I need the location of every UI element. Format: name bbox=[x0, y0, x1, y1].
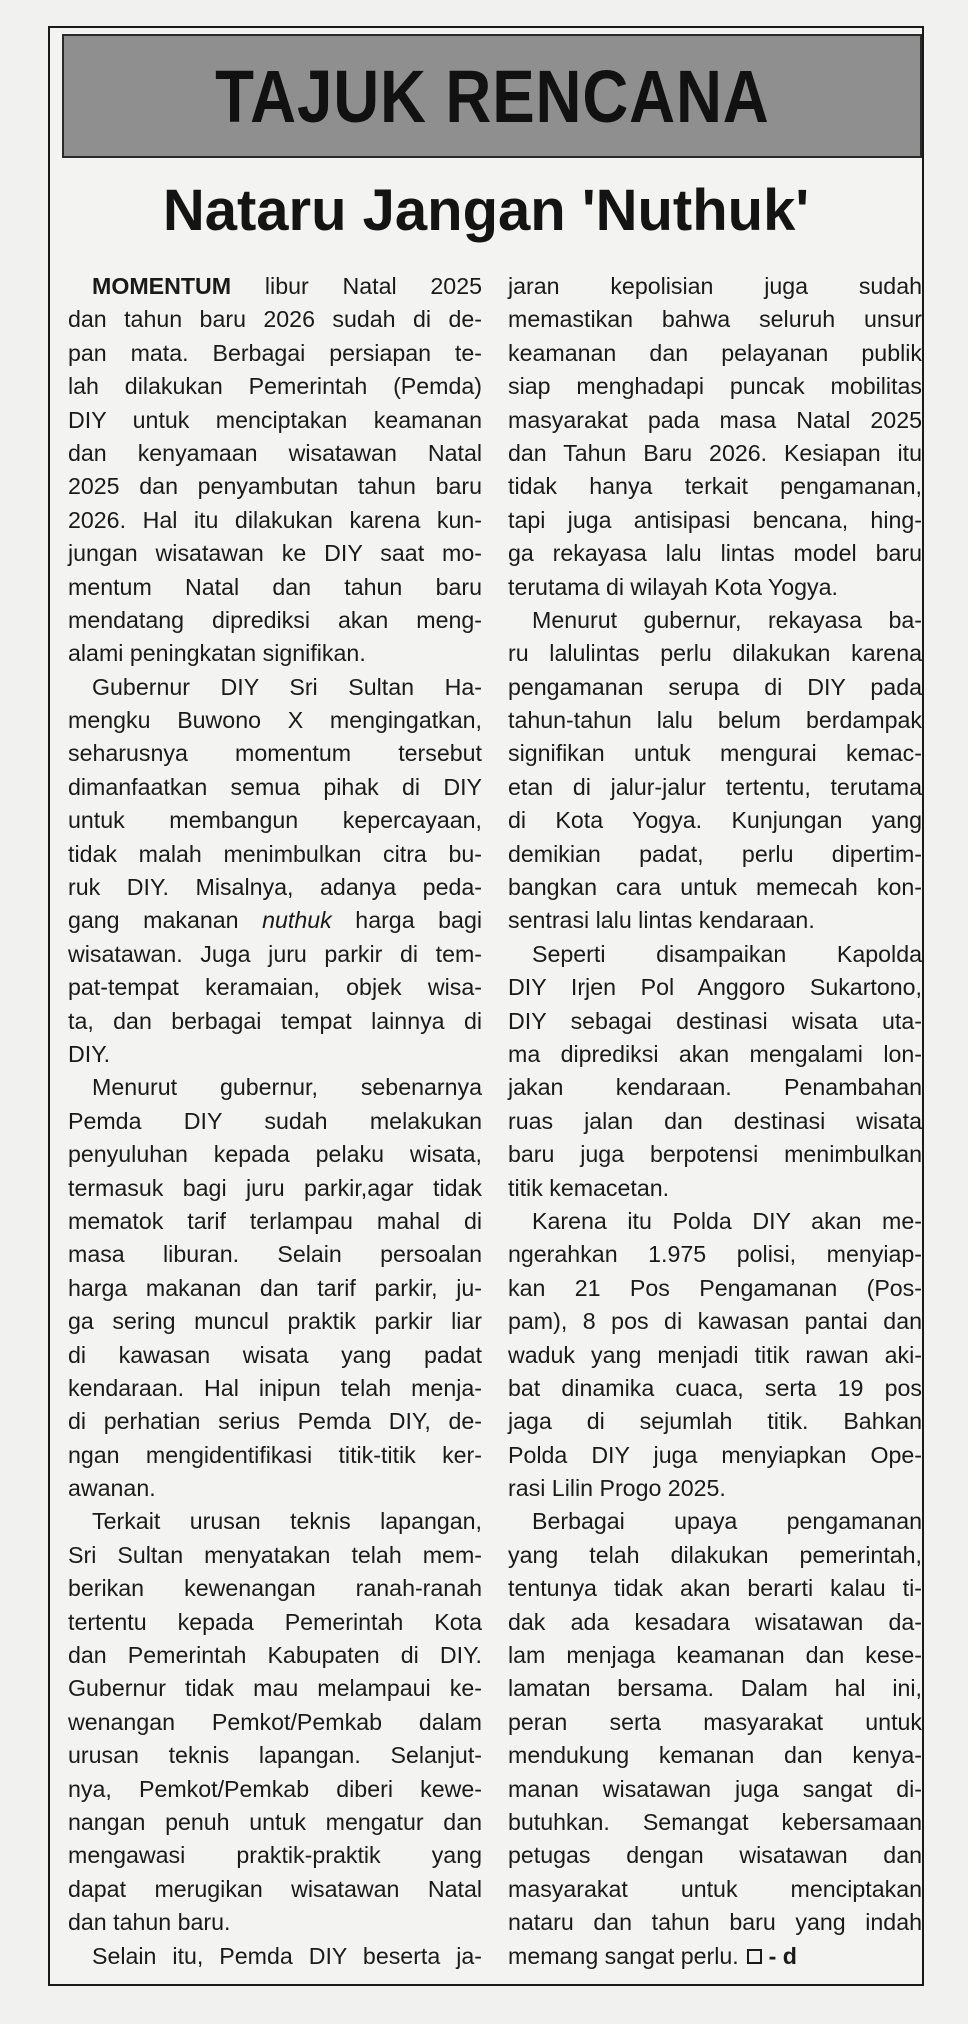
text-line bbox=[68, 1606, 482, 1639]
line-text: libur Natal 2025 bbox=[231, 273, 482, 299]
line-text: mentum Natal dan tahun baru bbox=[68, 573, 482, 600]
line-text: Menurut gubernur, sebenarnya bbox=[92, 1074, 482, 1101]
line-text: keamanan dan pelayanan publik bbox=[508, 339, 922, 366]
text-line bbox=[508, 437, 922, 470]
text-line bbox=[68, 671, 482, 704]
text-line bbox=[508, 1639, 922, 1672]
text-line bbox=[68, 1005, 482, 1038]
text-line bbox=[508, 1472, 922, 1505]
line-text: Terkait urusan teknis lapangan, bbox=[92, 1508, 482, 1535]
line-text: lam menjaga keamanan dan kese- bbox=[508, 1642, 922, 1669]
text-line bbox=[508, 1372, 922, 1405]
line-text: wisatawan. Juga juru parkir di tem- bbox=[68, 940, 482, 967]
text-line bbox=[508, 1739, 922, 1772]
line-text: tahun-tahun lalu belum berdampak bbox=[508, 707, 922, 734]
text-line bbox=[68, 1873, 482, 1906]
text-line bbox=[508, 737, 922, 770]
text-line bbox=[68, 737, 482, 770]
line-text: nangan penuh untuk mengatur dan bbox=[68, 1808, 482, 1835]
text-line bbox=[68, 303, 482, 336]
text-line bbox=[68, 1472, 482, 1505]
text-line bbox=[508, 671, 922, 704]
text-line bbox=[68, 604, 482, 637]
line-text: masyarakat pada masa Natal 2025 bbox=[508, 406, 922, 433]
text-line bbox=[508, 871, 922, 904]
text-line bbox=[508, 303, 922, 336]
line-text: di kawasan wisata yang padat bbox=[68, 1341, 482, 1368]
left-column bbox=[68, 270, 482, 1973]
text-line bbox=[508, 1272, 922, 1305]
rubric-banner bbox=[62, 34, 922, 158]
text-line bbox=[68, 1806, 482, 1839]
line-text: siap menghadapi puncak mobilitas bbox=[508, 373, 922, 400]
text-line bbox=[68, 1105, 482, 1138]
text-line bbox=[508, 1005, 922, 1038]
line-text: ruk DIY. Misalnya, adanya peda- bbox=[68, 874, 482, 901]
line-text: Gubernur DIY Sri Sultan Ha- bbox=[92, 673, 482, 700]
text-line bbox=[508, 1839, 922, 1872]
text-line bbox=[508, 704, 922, 737]
line-text: masa liburan. Selain persoalan bbox=[68, 1241, 482, 1268]
line-text: ga sering muncul praktik parkir liar bbox=[68, 1308, 482, 1335]
line-text: ta, dan berbagai tempat lainnya di bbox=[68, 1007, 482, 1034]
line-text: DIY sebagai destinasi wisata uta- bbox=[508, 1007, 922, 1034]
text-line bbox=[68, 1205, 482, 1238]
rubric-title: TAJUK RENCANA bbox=[214, 54, 770, 138]
line-text: peran serta masyarakat untuk bbox=[508, 1708, 922, 1735]
line-text: mendukung kemanan dan kenya- bbox=[508, 1742, 922, 1769]
line-text: nya, Pemkot/Pemkab diberi kewe- bbox=[68, 1775, 482, 1802]
text-line bbox=[508, 1505, 922, 1538]
line-text: pengamanan serupa di DIY pada bbox=[508, 673, 922, 700]
text-line bbox=[68, 871, 482, 904]
line-text: dak ada kesadara wisatawan da- bbox=[508, 1608, 922, 1635]
text-line bbox=[68, 437, 482, 470]
line-text: di Kota Yogya. Kunjungan yang bbox=[508, 807, 922, 834]
text-line bbox=[68, 1505, 482, 1538]
line-text: dan tahun baru. bbox=[68, 1909, 231, 1936]
line-text: dimanfaatkan semua pihak di DIY bbox=[68, 773, 482, 800]
text-line bbox=[68, 1238, 482, 1271]
line-text: Pemda DIY sudah melakukan bbox=[68, 1107, 482, 1134]
line-text: Gubernur tidak mau melampaui ke- bbox=[68, 1675, 482, 1702]
text-line bbox=[508, 1105, 922, 1138]
line-text: sentrasi lalu lintas kendaraan. bbox=[508, 907, 815, 934]
text-line bbox=[68, 1172, 482, 1205]
line-text: gang makanan bbox=[68, 907, 263, 934]
text-line bbox=[68, 938, 482, 971]
text-line bbox=[68, 1305, 482, 1338]
text-line bbox=[68, 1038, 482, 1071]
line-text: pam), 8 pos di kawasan pantai dan bbox=[508, 1308, 922, 1335]
line-text: pan mata. Berbagai persiapan te- bbox=[68, 339, 482, 366]
line-text: jakan kendaraan. Penambahan bbox=[508, 1074, 922, 1101]
line-text: dan tahun baru 2026 sudah di de- bbox=[68, 306, 482, 333]
text-line bbox=[68, 1906, 482, 1939]
line-text: lamatan bersama. Dalam hal ini, bbox=[508, 1675, 922, 1702]
text-line bbox=[508, 1806, 922, 1839]
text-line bbox=[68, 1773, 482, 1806]
line-text: rasi Lilin Progo 2025. bbox=[508, 1475, 726, 1502]
line-text: harga bagi bbox=[331, 907, 483, 934]
text-line bbox=[68, 1138, 482, 1171]
line-text: signifikan untuk mengurai kemac- bbox=[508, 740, 922, 767]
line-text: pat-tempat keramaian, objek wisa- bbox=[68, 974, 482, 1001]
line-text: ngerahkan 1.975 polisi, menyiap- bbox=[508, 1241, 922, 1268]
line-text: etan di jalur-jalur tertentu, terutama bbox=[508, 773, 922, 800]
line-text: demikian padat, perlu dipertim- bbox=[508, 840, 922, 867]
text-line bbox=[508, 537, 922, 570]
text-line bbox=[508, 904, 922, 937]
text-line bbox=[68, 904, 482, 937]
line-text: yang telah dilakukan pemerintah, bbox=[508, 1541, 922, 1568]
line-text: jungan wisatawan ke DIY saat mo- bbox=[68, 540, 482, 567]
line-text: ruas jalan dan destinasi wisata bbox=[508, 1107, 922, 1134]
text-line bbox=[508, 1172, 922, 1205]
line-text: Polda DIY juga menyiapkan Ope- bbox=[508, 1441, 922, 1468]
text-line bbox=[508, 1238, 922, 1271]
line-text: dan kenyamaan wisatawan Natal bbox=[68, 439, 482, 466]
text-line bbox=[68, 1071, 482, 1104]
text-line bbox=[68, 1272, 482, 1305]
line-text: manan wisatawan juga sangat di- bbox=[508, 1775, 922, 1802]
line-text: ga rekayasa lalu lintas model baru bbox=[508, 540, 922, 567]
line-text: ma diprediksi akan mengalami lon- bbox=[508, 1040, 922, 1067]
text-line bbox=[508, 1305, 922, 1338]
line-text: DIY untuk menciptakan keamanan bbox=[68, 406, 482, 433]
text-line bbox=[508, 1539, 922, 1572]
line-text: bangkan cara untuk memecah kon- bbox=[508, 874, 922, 901]
line-text: harga makanan dan tarif parkir, ju- bbox=[68, 1274, 482, 1301]
line-text: mengku Buwono X mengingatkan, bbox=[68, 707, 482, 734]
line-text: memang sangat perlu. bbox=[508, 1942, 739, 1969]
line-text: petugas dengan wisatawan dan bbox=[508, 1842, 922, 1869]
text-line bbox=[508, 604, 922, 637]
text-line bbox=[508, 1773, 922, 1806]
line-text: untuk membangun kepercayaan, bbox=[68, 807, 482, 834]
text-line bbox=[68, 470, 482, 503]
text-line bbox=[508, 1706, 922, 1739]
text-line bbox=[508, 637, 922, 670]
line-text: tertentu kepada Pemerintah Kota bbox=[68, 1608, 482, 1635]
line-text: titik kemacetan. bbox=[508, 1174, 670, 1201]
text-line bbox=[508, 971, 922, 1004]
line-text: alami peningkatan signifikan. bbox=[68, 640, 366, 667]
text-line bbox=[508, 1138, 922, 1171]
text-line bbox=[68, 771, 482, 804]
line-text: tentunya tidak akan berarti kalau ti- bbox=[508, 1575, 922, 1602]
line-text: jaga di sejumlah titik. Bahkan bbox=[508, 1408, 922, 1435]
text-line bbox=[68, 1739, 482, 1772]
text-line bbox=[508, 938, 922, 971]
line-text: seharusnya momentum tersebut bbox=[68, 740, 482, 767]
line-text: Seperti disampaikan Kapolda bbox=[532, 940, 922, 967]
line-text: masyarakat untuk menciptakan bbox=[508, 1875, 922, 1902]
line-text: butuhkan. Semangat kebersamaan bbox=[508, 1808, 922, 1835]
text-line bbox=[508, 1071, 922, 1104]
line-text: awanan. bbox=[68, 1475, 156, 1502]
line-text: mengawasi praktik-praktik yang bbox=[68, 1842, 482, 1869]
lead-word: MOMENTUM bbox=[92, 273, 232, 299]
line-text: lah dilakukan Pemerintah (Pemda) bbox=[68, 373, 482, 400]
text-line bbox=[508, 1906, 922, 1939]
line-text: termasuk bagi juru parkir,agar tidak bbox=[68, 1174, 482, 1201]
text-line bbox=[508, 804, 922, 837]
text-line bbox=[68, 804, 482, 837]
text-line bbox=[68, 504, 482, 537]
text-line bbox=[68, 404, 482, 437]
text-line bbox=[508, 571, 922, 604]
headline: Nataru Jangan 'Nuthuk' bbox=[162, 178, 810, 243]
line-text: mendatang diprediksi akan meng- bbox=[68, 606, 482, 633]
text-line bbox=[68, 270, 482, 303]
text-line bbox=[68, 1339, 482, 1372]
line-text: jaran kepolisian juga sudah bbox=[508, 273, 922, 299]
text-line bbox=[508, 504, 922, 537]
text-line bbox=[508, 1038, 922, 1071]
text-line bbox=[68, 1539, 482, 1572]
text-line bbox=[68, 1672, 482, 1705]
line-text: tidak hanya terkait pengamanan, bbox=[508, 473, 922, 500]
line-text: DIY Irjen Pol Anggoro Sukartono, bbox=[508, 974, 922, 1001]
line-text: ru lalulintas perlu dilakukan karena bbox=[508, 640, 922, 667]
line-text: waduk yang menjadi titik rawan aki- bbox=[508, 1341, 922, 1368]
text-line bbox=[68, 1439, 482, 1472]
line-text: dan Tahun Baru 2026. Kesiapan itu bbox=[508, 439, 922, 466]
line-text: nataru dan tahun baru yang indah bbox=[508, 1909, 922, 1936]
text-line bbox=[508, 1672, 922, 1705]
text-line bbox=[508, 838, 922, 871]
line-text: Karena itu Polda DIY akan me- bbox=[532, 1207, 922, 1234]
line-text: 2026. Hal itu dilakukan karena kun- bbox=[68, 506, 482, 533]
text-line bbox=[508, 404, 922, 437]
text-line bbox=[508, 771, 922, 804]
line-text: urusan teknis lapangan. Selanjut- bbox=[68, 1742, 482, 1769]
right-column bbox=[508, 270, 922, 1973]
text-line bbox=[508, 1205, 922, 1238]
line-text: bat dinamika cuaca, serta 19 pos bbox=[508, 1374, 922, 1401]
text-line bbox=[68, 537, 482, 570]
text-line bbox=[68, 637, 482, 670]
line-text: dapat merugikan wisatawan Natal bbox=[68, 1875, 482, 1902]
line-text: berikan kewenangan ranah-ranah bbox=[68, 1575, 482, 1602]
line-text: Menurut gubernur, rekayasa ba- bbox=[532, 606, 922, 633]
line-text: ngan mengidentifikasi titik-titik ker- bbox=[68, 1441, 482, 1468]
line-text: di perhatian serius Pemda DIY, de- bbox=[68, 1408, 482, 1435]
line-text: Berbagai upaya pengamanan bbox=[532, 1508, 922, 1535]
line-text: 2025 dan penyambutan tahun baru bbox=[68, 473, 482, 500]
text-line bbox=[68, 370, 482, 403]
text-line bbox=[508, 1339, 922, 1372]
line-text: tapi juga antisipasi bencana, hing- bbox=[508, 506, 922, 533]
line-text: wenangan Pemkot/Pemkab dalam bbox=[68, 1708, 482, 1735]
line-text: tidak malah menimbulkan citra bu- bbox=[68, 840, 482, 867]
text-line bbox=[68, 1572, 482, 1605]
line-text: memastikan bahwa seluruh unsur bbox=[508, 306, 922, 333]
line-text: DIY. bbox=[68, 1040, 111, 1067]
text-line bbox=[68, 838, 482, 871]
text-line bbox=[508, 1606, 922, 1639]
line-text: dan Pemerintah Kabupaten di DIY. bbox=[68, 1642, 482, 1669]
text-line bbox=[508, 1439, 922, 1472]
text-line bbox=[68, 571, 482, 604]
line-text: Selain itu, Pemda DIY beserta ja- bbox=[92, 1942, 482, 1969]
text-line bbox=[508, 370, 922, 403]
line-text: kan 21 Pos Pengamanan (Pos- bbox=[508, 1274, 922, 1301]
text-line bbox=[68, 1940, 482, 1973]
line-text: penyuluhan kepada pelaku wisata, bbox=[68, 1141, 482, 1168]
signoff: - d bbox=[768, 1942, 797, 1969]
text-line bbox=[508, 270, 922, 303]
text-line bbox=[68, 704, 482, 737]
text-line bbox=[68, 337, 482, 370]
text-line bbox=[68, 1372, 482, 1405]
line-text: mematok tarif terlampau mahal di bbox=[68, 1207, 482, 1234]
line-text: kendaraan. Hal inipun telah menja- bbox=[68, 1374, 482, 1401]
text-line bbox=[68, 971, 482, 1004]
text-line bbox=[508, 337, 922, 370]
end-mark-icon bbox=[747, 1949, 762, 1964]
line-text: terutama di wilayah Kota Yogya. bbox=[508, 573, 838, 600]
line-text: Sri Sultan menyatakan telah mem- bbox=[68, 1541, 482, 1568]
text-line bbox=[508, 1873, 922, 1906]
emphasis-word: nuthuk bbox=[262, 907, 332, 934]
text-line bbox=[68, 1706, 482, 1739]
text-line bbox=[508, 1940, 922, 1973]
text-line bbox=[68, 1639, 482, 1672]
text-line bbox=[508, 1405, 922, 1438]
text-line bbox=[68, 1839, 482, 1872]
line-text: baru juga berpotensi menimbulkan bbox=[508, 1141, 922, 1168]
text-line bbox=[508, 470, 922, 503]
text-line bbox=[68, 1405, 482, 1438]
text-line bbox=[508, 1572, 922, 1605]
